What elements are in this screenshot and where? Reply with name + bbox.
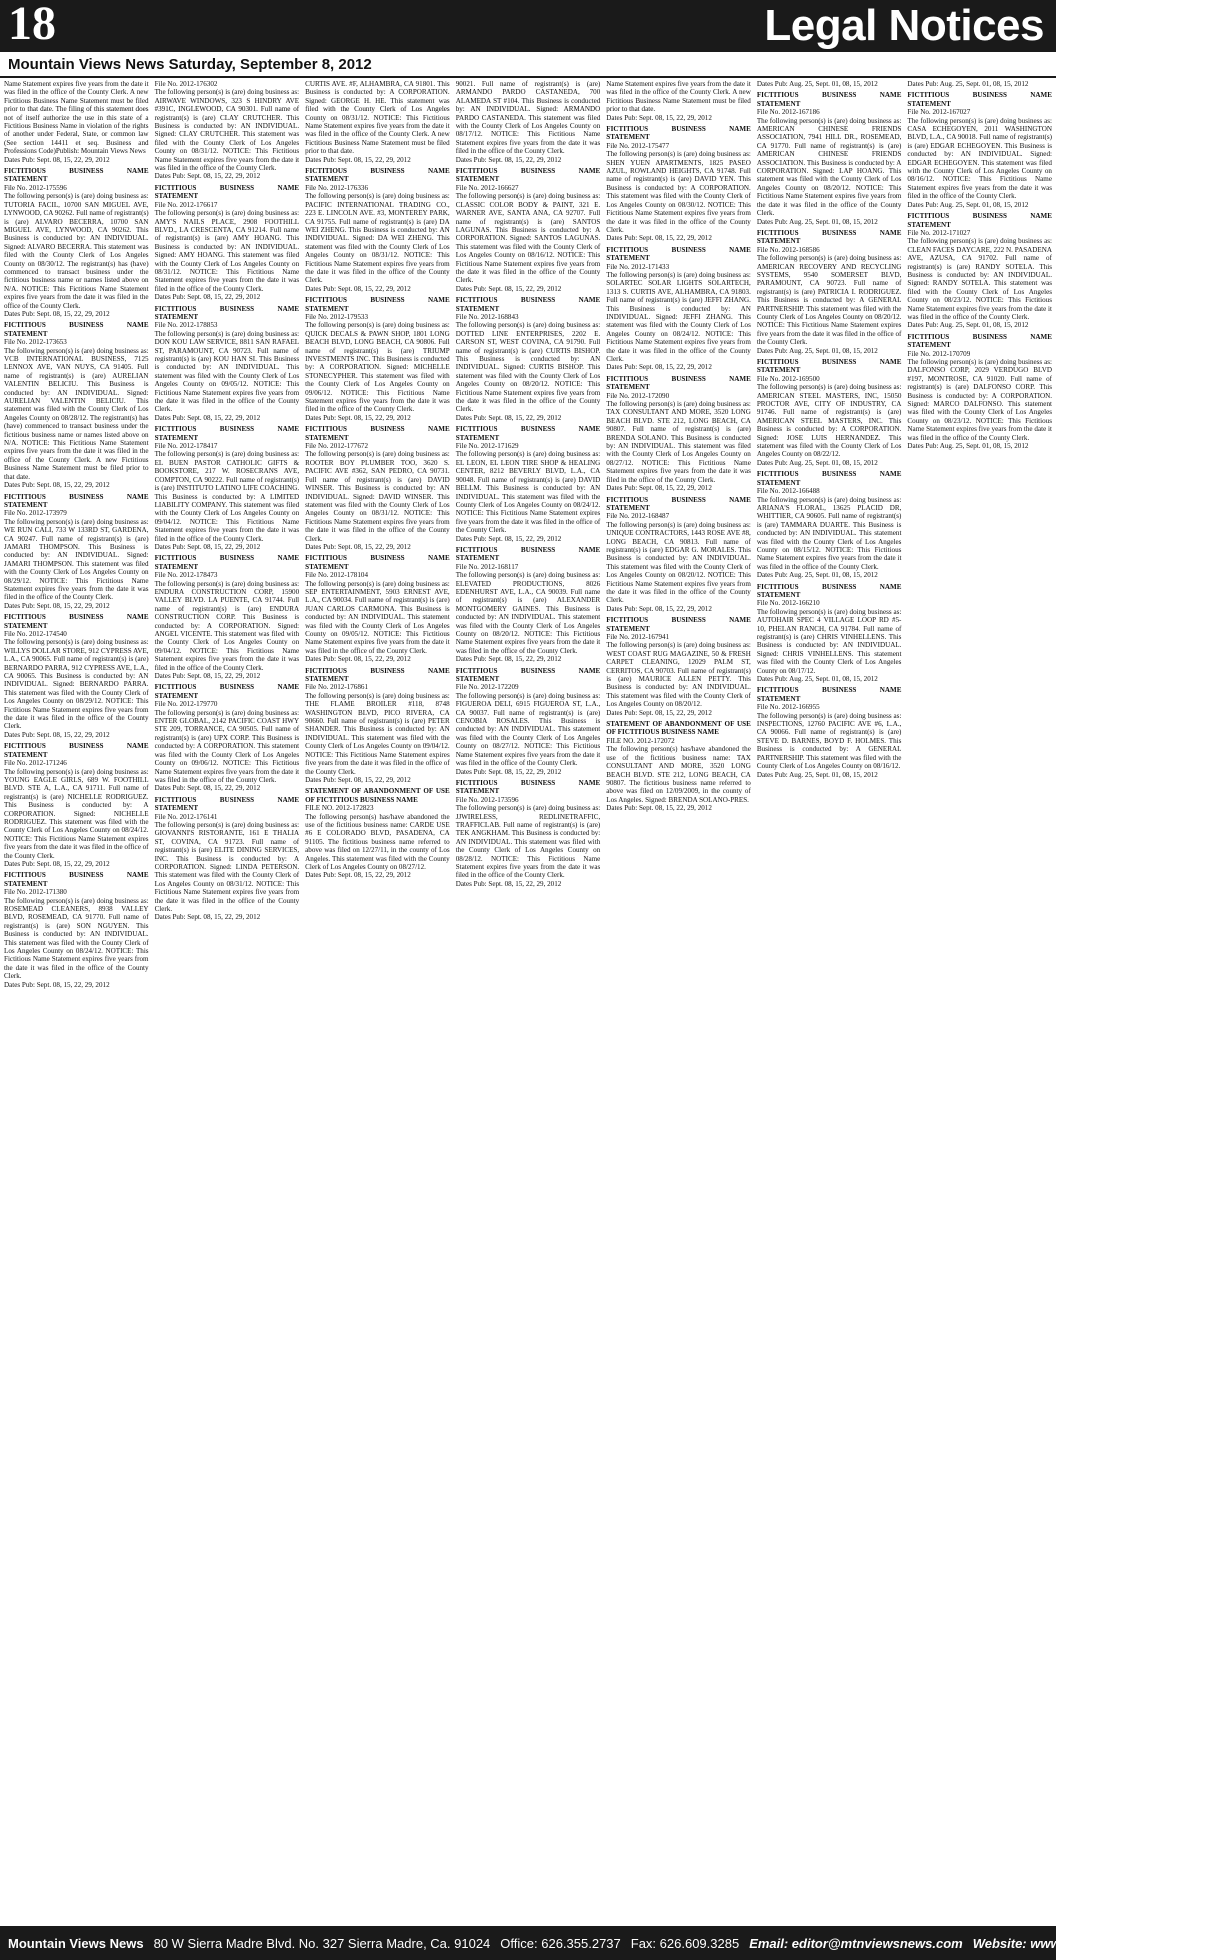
notice-publish-dates: Dates Pub: Sept. 08, 15, 22, 29, 2012 bbox=[305, 413, 411, 422]
notice-body: The following person(s) is (are) doing business as: ROOTER BOY PLUMBER TOO, 3620 S. PACIFIC AVE #362, SAN PEDRO, CA 90731. Full name of registrant(s) is (are) DAVID WINSER. This Business is conducted by: AN INDIVIDUAL. Signed: DAVID WINSER. This statement was filed with the County Clerk of Los Angeles County on 08/31/12. NOTICE: This Fictitious Name Statement expires five years from the date it was filed in the office of the County Clerk. bbox=[305, 450, 450, 543]
notice-body: The following person(s) has/have abandoned the use of the fictitious business name: TAX CONSULTANT AND MORE, 3520 LONG BEACH BLVD. STE 212, LONG BEACH, CA 90807. The fictitious business name referred to above was filed on 12/09/2009, in the county of Los Angeles. Signed: BRENDA SOLANO-PRES. bbox=[606, 745, 751, 804]
notice-file-number: File No. 2012-167027 bbox=[907, 108, 971, 117]
notice-file-number: File No. 2012-174540 bbox=[4, 630, 67, 638]
notice-body: The following person(s) is (are) doing business as: ELEVATED PRODUCTIONS, 8026 EDENHURST AVE, L.A., CA 90039. Full name of registrant(s) is (are) ALEXANDER MONTGOMERY GAINES. This Business is conducted by: AN INDIVIDUAL. This statement was filed with the County Clerk of Los Angeles County on 08/20/12. NOTICE: This Fictitious Name Statement expires five years from the date it was filed in the office of the County Clerk. bbox=[455, 571, 601, 655]
notice-column bbox=[4, 80, 149, 1922]
notice-publish-dates: Dates Pub: Sept. 08, 15, 22, 29, 2012 bbox=[606, 604, 712, 613]
notice-body: The following person(s) is (are) doing business as: PACIFIC INTERNATIONAL TRADING CO., 223 E. LINCOLN AVE. #3, MONTEREY PARK, CA 91755. Full name of registrant(s) is (are) DA WEI ZHENG. This Business is conducted by: AN INDIVIDUAL. Signed: DA WEI ZHENG. This statement was filed with the County Clerk of Los Angeles County on 08/31/12. NOTICE: This Fictitious Name Statement expires five years from the date it was filed in the office of the County Clerk. bbox=[305, 192, 450, 285]
notice-body: The following person(s) is (are) doing business as: ENTER GLOBAL, 2142 PACIFIC COAST HWY STE 209, TORRANCE, CA 90505. Full name of registrant(s) is (are) UPX CORP. This Business is conducted by: A CORPORATION. This statement was filed with the County Clerk of Los Angeles County on 09/06/12. NOTICE: This Fictitious Name Statement expires five years from the date it was filed in the office of the County Clerk. bbox=[154, 708, 300, 784]
notice-body: Name Statement expires five years from the date it was filed in the office of the County Clerk. A new Fictitious Business Name Statement must be filed prior to that date. bbox=[606, 80, 751, 114]
notice-heading: FICTITIOUS BUSINESS NAME STATEMENT bbox=[4, 167, 149, 184]
notice-heading: FICTITIOUS BUSINESS NAME STATEMENT bbox=[154, 425, 300, 442]
legal-notice bbox=[305, 167, 450, 293]
legal-notice bbox=[305, 787, 450, 879]
notice-publish-dates: Dates Pub: Sept. 08, 15, 22, 29, 2012 bbox=[305, 655, 411, 664]
notice-file-number: File No. 2012-173596 bbox=[455, 795, 519, 804]
notice-publish-dates: Dates Pub: Sept. 08, 15, 22, 29, 2012 bbox=[154, 542, 261, 551]
notice-body: The following person(s) is (are) doing business as: AMY'S NAILS PLACE, 2908 FOOTHILL BLVD., LA CRESCENTA, CA 91214. Full name of registrant(s) is (are) AMY HOANG. This Business is conducted by: AN INDIVIDUAL. Signed: AMY HOANG. This statement was filed with the County Clerk of Los Angeles County on 08/31/12. NOTICE: This Fictitious Name Statement expires five years from the date it was filed in the office of the County Clerk. bbox=[154, 209, 300, 293]
notice-publish-dates: Dates Pub: Sept. 08, 15, 22, 29, 2012 bbox=[4, 980, 110, 989]
notice-column bbox=[757, 80, 902, 1922]
notice-column bbox=[305, 80, 450, 1922]
notice-file-number: File No. 2012-173653 bbox=[4, 338, 67, 347]
notice-body: The following person(s) is (are) doing business as: AMERICAN STEEL MASTERS, INC, 15050 PROCTOR AVE, CITY OF INDUSTRY, CA 91746. Full name of registrant(s) is (are) AMERICAN STEEL MASTERS, INC. This Business is conducted by: A CORPORATION. Signed: JOSE LUIS HERNANDEZ. This statement was filed with the County Clerk of Los Angeles County on 08/22/12. bbox=[756, 383, 902, 459]
notice-heading: FICTITIOUS BUSINESS NAME STATEMENT bbox=[305, 167, 450, 184]
notice-publish-dates: Dates Pub: Aug. 25, Sept. 01, 08, 15, 2012 bbox=[756, 675, 878, 684]
notice-publish-dates: Dates Pub: Sept. 08, 15, 22, 29, 2012 bbox=[455, 655, 562, 664]
legal-notice bbox=[907, 333, 1052, 451]
notice-body: The following person(s) is (are) doing business as: CASA ECHEGOYEN, 2011 WASHINGTON BLVD, L.A., CA 90018. Full name of registrant(s) is (are) EDGAR ECHEGOYEN. This Business is conducted by: AN INDIVIDUAL. Signed: EDGAR ECHEGOYEN. This statement was filed with the County Clerk of Los Angeles County on 08/16/12. NOTICE: This Fictitious Name Statement expires five years from the date it was filed in the office of the County Clerk. bbox=[907, 116, 1052, 201]
notice-heading: FICTITIOUS BUSINESS NAME STATEMENT bbox=[756, 228, 902, 246]
legal-notice bbox=[606, 616, 751, 717]
notice-body: The following person(s) is (are) doing business as: GIOVANNI'S RISTORANTE, 161 E THALIA ST, COVINA, CA 91723. Full name of registrant(s) is (are) ELITE DINING SERVICES, INC. This Business is conducted by: A CORPORATION. Signed: LINDA PETERSON. This statement was filed with the County Clerk of Los Angeles County on 08/31/12. NOTICE: This Fictitious Name Statement expires five years from the date it was filed in the office of the County Clerk. bbox=[154, 820, 300, 913]
notice-publish-dates: Dates Pub: Sept. 08, 15, 22, 29, 2012 bbox=[305, 871, 411, 880]
notice-publish-dates: Dates Pub: Aug. 25, Sept. 01, 08, 15, 2012 bbox=[907, 200, 1029, 209]
legal-notice bbox=[155, 683, 300, 792]
notice-publish-dates: Dates Pub: Sept. 08, 15, 22, 29, 2012 bbox=[305, 155, 411, 164]
legal-notice bbox=[907, 80, 1052, 88]
notice-heading: FICTITIOUS BUSINESS NAME STATEMENT bbox=[606, 245, 751, 263]
footer-paper-name: Mountain Views News bbox=[8, 1935, 144, 1951]
legal-notice bbox=[907, 91, 1052, 209]
notice-heading: FICTITIOUS BUSINESS NAME STATEMENT bbox=[4, 492, 149, 509]
notice-publish-dates: Dates Pub: Sept. 08, 15, 22, 29, 2012 bbox=[305, 542, 411, 551]
notice-file-number: File No. 2012-167186 bbox=[756, 108, 820, 117]
notice-body: The following person(s) is (are) doing business as: UNIQUE CONTRACTORS, 1443 ROSE AVE #8, LONG BEACH, CA 90813. Full name of registrant(s) is (are) EDGAR G. MORALES. This Business is conducted by: AN INDIVIDUAL. This statement was filed with the County Clerk of Los Angeles County on 08/20/12. NOTICE: This Fictitious Name Statement expires five years from the date it was filed in the office of the County Clerk. bbox=[606, 520, 751, 605]
header-rule bbox=[0, 76, 1056, 78]
legal-notice bbox=[907, 212, 1052, 330]
notice-file-number: File No. 2012-176617 bbox=[154, 200, 218, 209]
legal-notice bbox=[155, 305, 300, 423]
legal-notice bbox=[305, 296, 450, 422]
notice-file-number: File No. 2012-176141 bbox=[154, 812, 218, 821]
legal-notice bbox=[757, 583, 902, 684]
notice-heading: FICTITIOUS BUSINESS NAME STATEMENT bbox=[756, 358, 902, 375]
notice-body: 90021. Full name of registrant(s) is (are) ARMANDO PARDO CASTANEDA, 700 ALAMEDA ST #104. This Business is conducted by: AN INDIVIDUAL. Signed: ARMANDO PARDO CASTANEDA. This statement was filed with the County Clerk of Los Angeles County on 08/17/12. NOTICE: This Fictitious Name Statement expires five years from the date it was filed in the office of the County Clerk. bbox=[455, 80, 601, 156]
notice-publish-dates: Dates Pub: Sept. 08, 15, 22, 29, 2012 bbox=[154, 672, 261, 681]
notice-heading: FICTITIOUS BUSINESS NAME STATEMENT bbox=[756, 470, 902, 487]
notice-heading: FICTITIOUS BUSINESS NAME STATEMENT bbox=[305, 296, 450, 313]
notice-publish-dates: Dates Pub: Aug. 25, Sept. 01, 08, 15, 2012 bbox=[907, 442, 1029, 451]
notice-file-number: File No. 2012-171246 bbox=[4, 759, 67, 768]
notice-heading: FICTITIOUS BUSINESS NAME STATEMENT bbox=[455, 545, 601, 563]
notice-heading: FICTITIOUS BUSINESS NAME STATEMENT bbox=[606, 125, 751, 142]
notice-file-number: File No. 2012-172209 bbox=[455, 683, 519, 692]
notice-body: The following person(s) is (are) doing business as: SEP ENTERTAINMENT, 5903 ERNEST AVE, L.A., CA 90034. Full name of registrant(s) is (are) JUAN CARLOS CARMONA. This Business is conducted by: AN INDIVIDUAL. This statement was filed with the County Clerk of Los Angeles County on 09/05/12. NOTICE: This Fictitious Name Statement expires five years from the date it was filed in the office of the County Clerk. bbox=[305, 579, 450, 655]
legal-notice bbox=[456, 80, 601, 164]
legal-notice bbox=[155, 425, 300, 551]
legal-notice bbox=[456, 546, 601, 664]
notice-file-number: File No. 2012-171380 bbox=[4, 888, 67, 897]
footer-email[interactable]: Email: editor@mtnviewsnews.com bbox=[749, 1935, 963, 1951]
notice-publish-dates: Dates Pub: Sept. 08, 15, 22, 29, 2012 bbox=[606, 804, 712, 813]
notice-body: The following person(s) is (are) doing business as: FIGUEROA DELI, 6915 FIGUEROA ST, L.A., CA 90037. Full name of registrant(s) is (are) CENOBIA ROSALES. This Business is conducted by: AN INDIVIDUAL. This statement was filed with the County Clerk of Los Angeles County on 08/27/12. NOTICE: This Fictitious Name Statement expires five years from the date it was filed in the office of the County Clerk. bbox=[455, 691, 601, 768]
notice-heading: FICTITIOUS BUSINESS NAME STATEMENT bbox=[305, 554, 450, 571]
notice-publish-dates: Dates Pub: Sept. 08, 15, 22, 29, 2012 bbox=[154, 172, 261, 181]
legal-notice bbox=[456, 425, 601, 543]
legal-notice bbox=[606, 720, 751, 812]
notice-publish-dates: Dates Pub: Sept. 08, 15, 22, 29, 2012 bbox=[455, 155, 562, 164]
masthead-dateline: Mountain Views News Saturday, September 8, 2012 bbox=[8, 56, 372, 73]
notice-file-number: File No. 2012-178417 bbox=[154, 442, 218, 451]
notice-heading: FICTITIOUS BUSINESS NAME STATEMENT bbox=[907, 332, 1052, 350]
notice-body: The following person(s) is (are) doing business as: AUTOHAIR SPEC 4 VILLAGE LOOP RD #5-10, PHELAN RANCH, CA 91784. Full name of registrant(s) is (are) CHRIS VINHELLENS. This Business is conducted by: AN INDIVIDUAL. Signed: CHRIS VINHELLENS. This statement was filed with the County Clerk of Los Angeles County on 08/17/12. bbox=[756, 607, 902, 675]
legal-notice bbox=[4, 321, 149, 489]
notice-file-number: File No. 2012-175477 bbox=[606, 141, 670, 150]
notice-publish-dates: Dates Pub: Aug. 25, Sept. 01, 08, 15, 2012 bbox=[756, 571, 878, 580]
legal-notice bbox=[155, 554, 300, 680]
notice-heading: FICTITIOUS BUSINESS NAME STATEMENT bbox=[154, 683, 300, 700]
notice-body: The following person(s) is (are) doing business as: WE RUN CALI, 733 W 133RD ST, GARDENA, CA 90247. Full name of registrant(s) is (are) JAMARI THOMPSON. This Business is conducted by: AN INDIVIDUAL. Signed: JAMARI THOMPSON. This statement was filed with the County Clerk of Los Angeles County on 08/29/12. NOTICE: This Fictitious Name Statement expires five years from the date it was filed in the office of the County Clerk. bbox=[4, 517, 149, 602]
legal-notice bbox=[305, 667, 450, 785]
legal-notice bbox=[456, 296, 601, 422]
notice-file-number: File No. 2012-168117 bbox=[455, 562, 519, 571]
legal-notice bbox=[456, 667, 601, 776]
notice-heading: FICTITIOUS BUSINESS NAME STATEMENT bbox=[154, 183, 300, 201]
notice-file-number: File No. 2012-172090 bbox=[606, 391, 670, 400]
notice-heading: FICTITIOUS BUSINESS NAME STATEMENT bbox=[756, 582, 902, 599]
notice-body: The following person(s) is (are) doing business as: AMERICAN RECOVERY AND RECYCLING SYSTEMS, 9540 SOMERSET BLVD, PARAMOUNT, CA 90723. Full name of registrant(s) is (are) PATRICIA I. RODRIGUEZ. This Business is conducted by: A GENERAL PARTNERSHIP. This statement was filed with the County Clerk of Los Angeles County on 08/20/12. NOTICE: This Fictitious Name Statement expires five years from the date it was filed in the office of the County Clerk. bbox=[756, 254, 902, 347]
notice-body: The following person(s) is (are) doing business as: JJWIRELESS, REDLINETRAFFIC, TRAFFICLAB. Full name of registrant(s) is (are) TEK ANGKHAM. This Business is conducted by: AN INDIVIDUAL. This statement was filed with the County Clerk of Los Angeles County on 08/28/12. NOTICE: This Fictitious Name Statement expires five years from the date it was filed in the office of the County Clerk. bbox=[455, 804, 601, 880]
notice-body: The following person(s) is (are) doing business as: VCB INTERNATIONAL BUSINESS, 7125 LENNOX AVE, VAN NUYS, CA 91405. Full name of registrant(s) is (are) AURELIAN VALENTIN BELICIU. This Business is conducted by: AN INDIVIDUAL. Signed: AURELIAN VALENTIN BELICIU. This statement was filed with the County Clerk of Los Angeles County on 08/28/12. The registrant(s) has (have) commenced to transact business under the fictitious business name or names listed above on N/A. NOTICE: This Fictitious Name Statement expires five years from the date it was filed in the office of the County Clerk. A new Fictitious Business Name Statement must be filed prior to that date. bbox=[4, 346, 149, 481]
notice-publish-dates: Dates Pub: Sept. 08, 15, 22, 29, 2012 bbox=[606, 113, 712, 122]
legal-notice bbox=[757, 80, 902, 88]
legal-notice bbox=[305, 425, 450, 551]
notice-heading: FICTITIOUS BUSINESS NAME STATEMENT bbox=[455, 167, 601, 184]
notice-file-number: File No. 2012-177672 bbox=[305, 442, 368, 451]
notice-body: The following person(s) is (are) doing business as: QUICK DECALS & PAWN SHOP, 1801 LONG BEACH BLVD, LONG BEACH, CA 90806. Full name of registrant(s) is (are) TRIUMP INVESTMENTS INC. This Business is conducted by: A CORPORATION. Signed: MICHELLE STONECYPHER. This statement was filed with the County Clerk of Los Angeles County on 09/06/12. NOTICE: This Fictitious Name Statement expires five years from the date it was filed in the office of the County Clerk. bbox=[305, 321, 450, 414]
notice-file-number: File No. 2012-173979 bbox=[4, 509, 67, 518]
notice-body: The following person(s) is (are) doing business as: SHEN YUEN APARTMENTS, 1825 PASEO AZUL, ROWLAND HEIGHTS, CA 91748. Full name of registrant(s) is (are) DAVID YEN. This Business is conducted by: A CORPORATION. This statement was filed with the County Clerk of Los Angeles County on 08/30/12. NOTICE: This Fictitious Name Statement expires five years from the date it was filed in the office of the County Clerk. bbox=[606, 150, 751, 234]
notice-body: The following person(s) has/have abandoned the use of the fictitious business name: CARDE USE #6 E COLORADO BLVD, PASADENA, CA 91105. The fictitious business name referred to above was filed on 12/27/11, in the county of Los Angeles. This statement was filed with the County Clerk of Los Angeles County on 08/27/12. bbox=[305, 812, 450, 871]
notice-body: The following person(s) is (are) doing business as: EL LEON, EL LEON TIRE SHOP & HEALING CENTER, 8212 BEVERLY BLVD, L.A., CA 90048. Full name of registrant(s) is (are) DAVID BELLM. This Business is conducted by: AN INDIVIDUAL. This statement was filed with the County Clerk of Los Angeles County on 08/24/12. NOTICE: This Fictitious Name Statement expires five years from the date it was filed in the office of the County Clerk. bbox=[455, 450, 601, 535]
notice-body: The following person(s) is (are) doing business as: DALFONSO CORP, 2029 VERDUGO BLVD #197, MONTROSE, CA 91020. Full name of registrant(s) is (are) DALFONSO CORP. This Business is conducted by: A CORPORATION. Signed: MARCO DALFONSO. This statement was filed with the County Clerk of Los Angeles County on 08/23/12. NOTICE: This Fictitious Name Statement expires five years from the date it was filed in the office of the County Clerk. bbox=[907, 358, 1052, 442]
notice-file-number: FILE NO. 2012-172823 bbox=[305, 804, 374, 813]
notice-file-number: File No. 2012-171629 bbox=[455, 442, 519, 451]
notice-publish-dates: Dates Pub: Sept. 08, 15, 22, 29, 2012 bbox=[455, 413, 562, 422]
legal-notice bbox=[757, 358, 902, 467]
notice-heading: FICTITIOUS BUSINESS NAME STATEMENT bbox=[305, 425, 450, 442]
notice-publish-dates: Dates Pub: Sept. 08, 15, 22, 29, 2012 bbox=[4, 859, 110, 868]
notice-heading: STATEMENT OF ABANDONMENT OF USE OF FICTITIOUS BUSINESS NAME bbox=[305, 787, 450, 804]
notice-publish-dates: Dates Pub: Sept. 08, 15, 22, 29, 2012 bbox=[606, 484, 712, 493]
legal-notice bbox=[456, 167, 601, 293]
notice-body: The following person(s) is (are) doing business as: EL BUEN PASTOR CATHOLIC GIFTS & BOOKSTORE, 217 W. ROSECRANS AVE, COMPTON, CA 90222. Full name of registrant(s) is (are) INSTITUTO LATINO LIFE COACHING. This Business is conducted by: A LIMITED LIABILITY COMPANY. This statement was filed with the County Clerk of Los Angeles County on 09/04/12. NOTICE: This Fictitious Name Statement expires five years from the date it was filed in the office of the County Clerk. bbox=[154, 450, 300, 543]
notice-body: The following person(s) is (are) doing business as: DOTTED LINE ENTERPRISES, 2202 E. CARSON ST, WEST COVINA, CA 91790. Full name of registrant(s) is (are) CURTIS BISHOP. This Business is conducted by: AN INDIVIDUAL. Signed: CURTIS BISHOP. This statement was filed with the County Clerk of Los Angeles County on 08/20/12. NOTICE: This Fictitious Name Statement expires five years from the date it was filed in the office of the County Clerk. bbox=[455, 321, 601, 414]
notice-body: Dates Pub: Aug. 25, Sept. 01, 08, 15, 2012 bbox=[756, 80, 878, 88]
footer-fax: Fax: 626.609.3285 bbox=[630, 1935, 740, 1951]
notice-file-number: FILE NO. 2012-172072 bbox=[606, 736, 675, 745]
notice-file-number: File No. 2012-171433 bbox=[606, 262, 670, 271]
notice-publish-dates: Dates Pub: Sept. 08, 15, 22, 29, 2012 bbox=[305, 284, 411, 293]
notice-file-number: File No. 2012-167941 bbox=[606, 633, 670, 641]
notice-file-number: File No. 2012-178473 bbox=[154, 571, 218, 580]
notice-body: Dates Pub: Aug. 25, Sept. 01, 08, 15, 2012 bbox=[907, 80, 1029, 88]
notice-publish-dates: Dates Pub: Sept. 08, 15, 22, 29, 2012 bbox=[455, 767, 562, 776]
notice-body: The following person(s) is (are) doing business as: CLEAN FACES DAYCARE, 222 N. PASADENA AVE, AZUSA, CA 91702. Full name of registrant(s) is (are) RANDY SOTELA. This Business is conducted by: AN INDIVIDUAL. Signed: RANDY SOTELA. This statement was filed with the County Clerk of Los Angeles County on 08/23/12. NOTICE: This Fictitious Name Statement expires five years from the date it was filed in the office of the County Clerk. bbox=[907, 237, 1052, 321]
notice-body: The following person(s) is (are) doing business as: TUTORIA FACIL, 10700 SAN MIGUEL AVE, LYNWOOD, CA 90262. Full name of registrant(s) is (are) ALVARO BECERRA, 10700 SAN MIGUEL AVE, LYNWOOD, CA 90262. This Business is conducted by: AN INDIVIDUAL. Signed: ALVARO BECERRA. This statement was filed with the County Clerk of Los Angeles County on 08/30/12. The registrant(s) has (have) commenced to transact business under the fictitious business name or names listed above on N/A. NOTICE: This Fictitious Name Statement expires five years from the date it was filed in the office of the County Clerk. bbox=[4, 192, 149, 310]
notice-publish-dates: Dates Pub: Sept. 08, 15, 22, 29, 2012 bbox=[154, 413, 261, 422]
notice-body: CURTIS AVE. #F, ALHAMBRA, CA 91801. This Business is conducted by: A CORPORATION. Signed: GEORGE H. HE. This statement was filed with the County Clerk of Los Angeles County on 08/31/12. NOTICE: This Fictitious Name Statement expires five years from the date it was filed in the office of the County Clerk. A new Fictitious Business Name Statement must be filed prior to that date. bbox=[305, 80, 450, 156]
notice-file-number: File No. 2012-179533 bbox=[305, 312, 368, 321]
notice-body: The following person(s) is (are) doing business as: WEST COAST RUG MAGAZINE, 50 & FRESH CARPET CLEANING, 12029 PALM ST, CERRITOS, CA 90703. Full name of registrant(s) is (are) MAURICE ALLEN PETTY. This Business is conducted by: AN INDIVIDUAL. This statement was filed with the County Clerk of Los Angeles County on 08/20/12. bbox=[606, 641, 751, 709]
notice-body: The following person(s) is (are) doing business as: AMERICAN CHINESE FRIENDS ASSOCIATION, 7941 HILL DR., ROSEMEAD, CA 91770. Full name of registrant(s) is (are) AMERICAN CHINESE FRIENDS ASSOCIATION. This Business is conducted by: A CORPORATION. Signed: LAP HOANG. This statement was filed with the County Clerk of Los Angeles County on 08/20/12. NOTICE: This Fictitious Name Statement expires five years from the date it was filed in the office of the County Clerk. bbox=[756, 116, 902, 218]
legal-notice bbox=[606, 375, 751, 493]
notice-columns bbox=[4, 80, 1052, 1922]
notice-body: The following person(s) is (are) doing business as: SOLARTEC SOLAR LIGHTS SOLARTECH, 1313 S. CURTIS AVE, ALHAMBRA, CA 91803. Full name of registrant(s) is (are) JEFFI ZHANG. This Business is conducted by: AN INDIVIDUAL. Signed: JEFFI ZHANG. This statement was filed with the County Clerk of Los Angeles County on 08/24/12. NOTICE: This Fictitious Name Statement expires five years from the date it was filed in the office of the County Clerk. bbox=[606, 270, 751, 363]
notice-body: The following person(s) is (are) doing business as: TAX CONSULTANT AND MORE, 3520 LONG BEACH BLVD. STE 212, LONG BEACH, CA 90807. Full name of registrant(s) is (are) BRENDA SOLANO. This Business is conducted by: AN INDIVIDUAL. This statement was filed with the County Clerk of Los Angeles County on 08/27/12. NOTICE: This Fictitious Name Statement expires five years from the date it was filed in the office of the County Clerk. bbox=[606, 400, 751, 484]
notice-body: The following person(s) is (are) doing business as: ARIANA'S FLORAL, 13625 PLACID DR, WHITTIER, CA 90605. Full name of registrant(s) is (are) TAMMARA DUARTE. This Business is conducted by: AN INDIVIDUAL. This statement was filed with the County Clerk of Los Angeles County on 08/15/12. NOTICE: This Fictitious Name Statement expires five years from the date it was filed in the office of the County Clerk. bbox=[756, 495, 902, 571]
notice-body: The following person(s) is (are) doing business as: DON KOU LAW SERVICE, 8811 SAN RAFAEL ST, PARAMOUNT, CA 90723. Full name of registrant(s) is (are) KOU HAN SI. This Business is conducted by: AN INDIVIDUAL. This statement was filed with the County Clerk of Los Angeles County on 09/05/12. NOTICE: This Fictitious Name Statement expires five years from the date it was filed in the office of the County Clerk. bbox=[154, 329, 300, 414]
notice-heading: FICTITIOUS BUSINESS NAME STATEMENT bbox=[756, 686, 902, 703]
legal-notice bbox=[4, 613, 149, 739]
notice-publish-dates: Dates Pub: Sept. 08, 15, 22, 29, 2012 bbox=[305, 775, 411, 784]
legal-notice bbox=[456, 779, 601, 888]
notice-heading: FICTITIOUS BUSINESS NAME STATEMENT bbox=[4, 871, 149, 888]
notice-file-number: File No. 2012-170709 bbox=[907, 349, 971, 358]
section-title: Legal Notices bbox=[764, 1, 1044, 50]
page-footer bbox=[0, 1926, 1220, 1960]
notice-file-number: File No. 2012-178104 bbox=[305, 571, 368, 580]
legal-notice bbox=[606, 496, 751, 614]
notice-publish-dates: Dates Pub: Sept. 08, 15, 22, 29, 2012 bbox=[4, 730, 110, 739]
notice-heading: FICTITIOUS BUSINESS NAME STATEMENT bbox=[4, 613, 149, 630]
page-number: 18 bbox=[8, 0, 56, 50]
notice-heading: FICTITIOUS BUSINESS NAME STATEMENT bbox=[4, 742, 149, 759]
notice-body: The following person(s) is (are) doing business as: YOUNG EAGLE GIRLS, 689 W. FOOTHILL BLVD. STE A, L.A., CA 91711. Full name of registrant(s) is (are) NICHELLE RODRIGUEZ. This Business is conducted by: A CORPORATION. Signed: NICHELLE RODRIGUEZ. This statement was filed with the County Clerk of Los Angeles County on 08/24/12. NOTICE: This Fictitious Name Statement expires five years from the date it was filed in the office of the County Clerk. bbox=[4, 767, 149, 860]
notice-column bbox=[606, 80, 751, 1922]
notice-publish-dates: Dates Pub: Sept. 08, 15, 22, 29, 2012 bbox=[455, 284, 562, 293]
notice-body: The following person(s) is (are) doing business as: ROSEMEAD CLEANERS, 8938 VALLEY BLVD, ROSEMEAD, CA 91770. Full name of registrant(s) is (are) SON NGUYEN. This Business is conducted by: AN INDIVIDUAL. This statement was filed with the County Clerk of Los Angeles County on 08/24/12. NOTICE: This Fictitious Name Statement expires five years from the date it was filed in the office of the County Clerk. bbox=[4, 896, 149, 981]
notice-file-number: File No. 2012-176336 bbox=[305, 183, 368, 192]
legal-notice bbox=[4, 871, 149, 989]
footer-office-phone: Office: 626.355.2737 bbox=[500, 1935, 621, 1951]
notice-body: Name Statement expires five years from the date it was filed in the office of the County Clerk. A new Fictitious Business Name Statement must be filed prior to that date. The filing of this statement does not of itself authorize the use in this state of a Fictitious Business Name in violation of the rights of another under Federal, State, or common law (See section 14411 et seq. Business and Professions Code)Publish: Mountain Views News bbox=[4, 80, 149, 156]
notice-publish-dates: Dates Pub: Sept. 08, 15, 22, 29, 2012 bbox=[154, 784, 261, 793]
legal-notice bbox=[606, 80, 751, 122]
footer-address: 80 W Sierra Madre Blvd. No. 327 Sierra Madre, Ca. 91024 bbox=[153, 1935, 491, 1951]
notice-heading: FICTITIOUS BUSINESS NAME STATEMENT bbox=[907, 212, 1052, 229]
legal-notice bbox=[757, 470, 902, 579]
notice-file-number: File No. 2012-168586 bbox=[756, 245, 820, 254]
notice-heading: FICTITIOUS BUSINESS NAME STATEMENT bbox=[606, 616, 751, 633]
legal-notice bbox=[4, 742, 149, 868]
notice-heading: FICTITIOUS BUSINESS NAME STATEMENT bbox=[756, 91, 902, 108]
legal-notice bbox=[4, 80, 149, 164]
notice-publish-dates: Dates Pub: Sept. 08, 15, 22, 29, 2012 bbox=[606, 234, 712, 243]
notice-publish-dates: Dates Pub: Sept. 08, 15, 22, 29, 2012 bbox=[4, 601, 110, 610]
footer-website[interactable]: Website: www.mountainviewsnews.com bbox=[972, 1935, 1220, 1951]
legal-notice bbox=[4, 167, 149, 318]
notice-publish-dates: Dates Pub: Sept. 08, 15, 22, 29, 2012 bbox=[4, 155, 110, 164]
notice-file-number: File No. 2012-166627 bbox=[455, 183, 519, 192]
legal-notice bbox=[606, 125, 751, 243]
notice-file-number: File No. 2012-166488 bbox=[756, 487, 820, 496]
notice-file-number: File No. 2012-179770 bbox=[154, 700, 218, 709]
notice-heading: FICTITIOUS BUSINESS NAME STATEMENT bbox=[455, 296, 601, 313]
notice-body: The following person(s) is (are) doing business as: CLASSIC COLOR BODY & PAINT, 321 E. WARNER AVE, SANTA ANA, CA 92707. Full name of registrant(s) is (are) SANTOS LAGUNAS. This Business is conducted by: A CORPORATION. Signed: SANTOS LAGUNAS. This statement was filed with the County Clerk of Los Angeles County on 08/16/12. NOTICE: This Fictitious Name Statement expires five years from the date it was filed in the office of the County Clerk. bbox=[455, 192, 601, 285]
notice-publish-dates: Dates Pub: Sept. 08, 15, 22, 29, 2012 bbox=[4, 309, 110, 318]
notice-heading: STATEMENT OF ABANDONMENT OF USE OF FICTITIOUS BUSINESS NAME bbox=[606, 720, 751, 737]
legal-notice bbox=[4, 493, 149, 611]
notice-column bbox=[155, 80, 300, 1922]
legal-notice bbox=[155, 184, 300, 302]
notice-heading: FICTITIOUS BUSINESS NAME STATEMENT bbox=[305, 666, 450, 684]
notice-publish-dates: Dates Pub: Sept. 08, 15, 22, 29, 2012 bbox=[455, 879, 562, 888]
legal-notice bbox=[305, 80, 450, 164]
notice-publish-dates: Dates Pub: Sept. 08, 15, 22, 29, 2012 bbox=[606, 708, 712, 717]
notice-publish-dates: Dates Pub: Sept. 08, 15, 22, 29, 2012 bbox=[606, 363, 712, 372]
notice-file-number: File No. 2012-168843 bbox=[455, 312, 519, 321]
legal-notice bbox=[606, 246, 751, 372]
notice-heading: FICTITIOUS BUSINESS NAME STATEMENT bbox=[455, 425, 601, 442]
notice-file-number: File No. 2012-176861 bbox=[305, 683, 368, 692]
legal-notice bbox=[155, 796, 300, 922]
notice-file-number: File No. 2012-168487 bbox=[606, 512, 670, 521]
notice-publish-dates: Dates Pub: Sept. 08, 15, 22, 29, 2012 bbox=[455, 534, 562, 543]
notice-heading: FICTITIOUS BUSINESS NAME STATEMENT bbox=[154, 554, 300, 571]
notice-publish-dates: Dates Pub: Aug. 25, Sept. 01, 08, 15, 2012 bbox=[756, 217, 878, 226]
legal-notice bbox=[155, 80, 300, 181]
notice-body: The following person(s) is (are) doing business as: ENDURA CONSTRUCTION CORP, 15900 VALLEY BLVD. LA PUENTE, CA 91744. Full name of registrant(s) is (are) ENDURA CONSTRUCTION CORP. This Business is conducted by: A CORPORATION. Signed: ANGEL VICENTE. This statement was filed with the County Clerk of Los Angeles County on 09/04/12. NOTICE: This Fictitious Name Statement expires five years from the date it was filed in the office of the County Clerk. bbox=[154, 579, 300, 672]
notice-file-number: File No. 2012-169500 bbox=[756, 374, 820, 383]
notice-file-number: File No. 2012-178853 bbox=[154, 321, 218, 330]
notice-file-number: File No. 2012-171027 bbox=[907, 228, 971, 237]
legal-notice bbox=[757, 686, 902, 778]
notice-heading: FICTITIOUS BUSINESS NAME STATEMENT bbox=[154, 304, 300, 321]
notice-file-number: File No. 2012-176302 bbox=[154, 80, 218, 88]
legal-notice bbox=[305, 554, 450, 663]
notice-heading: FICTITIOUS BUSINESS NAME STATEMENT bbox=[455, 666, 601, 684]
notice-column bbox=[907, 80, 1052, 1922]
notice-publish-dates: Dates Pub: Aug. 25, Sept. 01, 08, 15, 2012 bbox=[756, 346, 878, 355]
notice-publish-dates: Dates Pub: Sept. 08, 15, 22, 29, 2012 bbox=[154, 913, 261, 922]
legal-notice bbox=[757, 229, 902, 355]
notice-column bbox=[456, 80, 601, 1922]
notice-body: The following person(s) is (are) doing business as: THE FLAME BROILER #118, 8748 WASHINGTON BLVD, PICO RIVERA, CA 90660. Full name of registrant(s) is (are) PETER SHANDER. This Business is conducted by: AN INDIVIDUAL. This statement was filed with the County Clerk of Los Angeles County on 09/04/12. NOTICE: This Fictitious Name Statement expires five years from the date it was filed in the office of the County Clerk. bbox=[305, 691, 450, 776]
notice-body: The following person(s) is (are) doing business as: INSPECTIONS, 12760 PACIFIC AVE #6, L.A., CA 90066. Full name of registrant(s) is (are) STEVE D. BARNES, BOYD F. HOLMES. This Business is conducted by: A GENERAL PARTNERSHIP. This statement was filed with the County Clerk of Los Angeles County on 08/16/12. bbox=[756, 711, 902, 771]
notice-heading: FICTITIOUS BUSINESS NAME STATEMENT bbox=[4, 321, 149, 338]
notice-file-number: File No. 2012-175596 bbox=[4, 183, 67, 192]
notice-publish-dates: Dates Pub: Sept. 08, 15, 22, 29, 2012 bbox=[154, 293, 261, 302]
notice-body: The following person(s) is (are) doing business as: AIRWAVE WINDOWS, 323 S HINDRY AVE #391C, INGLEWOOD, CA 90301. Full name of registrant(s) is (are) CLAY CRUTCHER. This Business is conducted by: AN INDIVIDUAL. Signed: CLAY CRUTCHER. This statement was filed with the County Clerk of Los Angeles County on 08/31/12. NOTICE: This Fictitious Name Statement expires five years from the date it was filed in the office of the County Clerk. bbox=[154, 88, 300, 173]
notice-publish-dates: Dates Pub: Aug. 25, Sept. 01, 08, 15, 2012 bbox=[756, 770, 878, 779]
notice-heading: FICTITIOUS BUSINESS NAME STATEMENT bbox=[154, 795, 300, 813]
legal-notice bbox=[757, 91, 902, 226]
notice-publish-dates: Dates Pub: Aug. 25, Sept. 01, 08, 15, 2012 bbox=[756, 458, 878, 467]
notice-heading: FICTITIOUS BUSINESS NAME STATEMENT bbox=[907, 91, 1052, 108]
notice-file-number: File No. 2012-166210 bbox=[756, 599, 820, 608]
notice-heading: FICTITIOUS BUSINESS NAME STATEMENT bbox=[606, 374, 751, 392]
notice-heading: FICTITIOUS BUSINESS NAME STATEMENT bbox=[606, 495, 751, 512]
notice-publish-dates: Dates Pub: Sept. 08, 15, 22, 29, 2012 bbox=[4, 481, 110, 490]
page-header bbox=[0, 0, 1056, 52]
notice-file-number: File No. 2012-166955 bbox=[756, 703, 820, 712]
notice-publish-dates: Dates Pub: Aug. 25, Sept. 01, 08, 15, 2012 bbox=[907, 321, 1029, 330]
notice-heading: FICTITIOUS BUSINESS NAME STATEMENT bbox=[455, 778, 601, 796]
notice-body: The following person(s) is (are) doing business as: WILLYS DOLLAR STORE, 912 CYPRESS AVE, L.A., CA 90065. Full name of registrant(s) is (are) BERNARDO PARRA, 912 CYPRESS AVE, L.A., CA 90065. This Business is conducted by: AN INDIVIDUAL. Signed: BERNARDO PARRA. This statement was filed with the County Clerk of Los Angeles County on 08/29/12. NOTICE: This Fictitious Name Statement expires five years from the date it was filed in the office of the County Clerk. bbox=[4, 638, 149, 731]
